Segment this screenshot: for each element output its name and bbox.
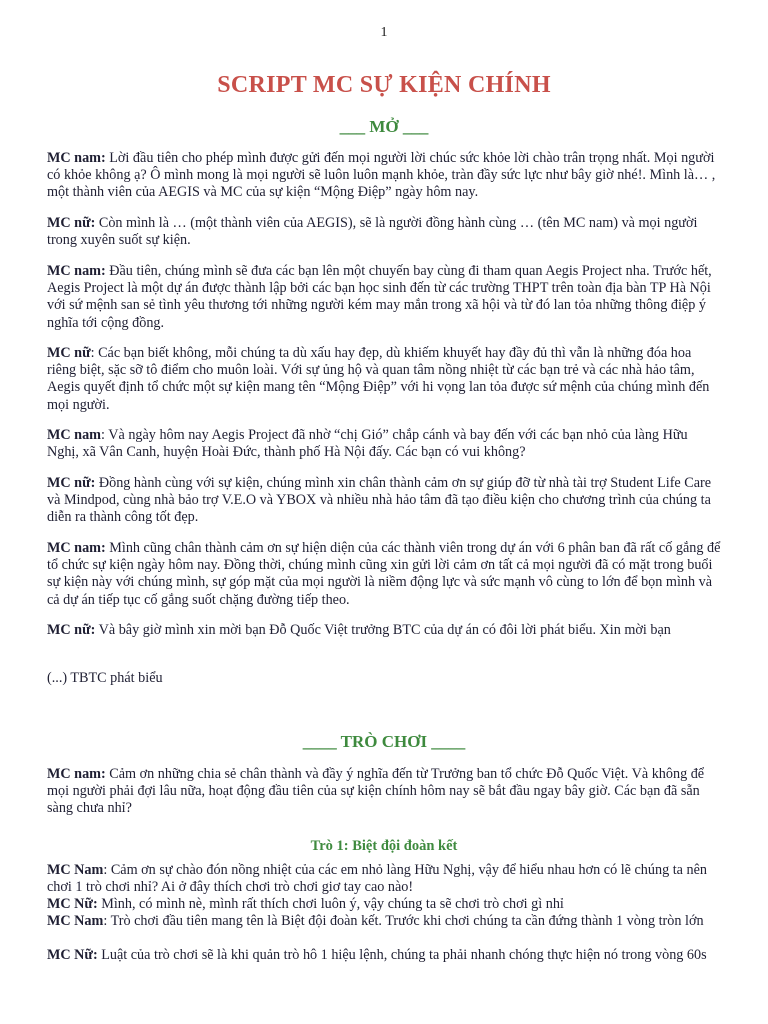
- paragraph-text: : Và ngày hôm nay Aegis Project đã nhờ “chị Gió” chắp cánh và bay đến với các bạn nhỏ của làng Hữu Nghị, xã Vân Canh, huyện Hoài Đức, thành phố Hà Nội đấy. Các bạn có vui không?: [47, 427, 688, 461]
- paragraph-text: Luật của trò chơi sẽ là khi quản trò hô 1 hiệu lệnh, chúng ta phải nhanh chóng thực hiện nó trong vòng 60s: [97, 947, 707, 963]
- paragraph: [47, 215, 723, 249]
- speaker-label: MC Nam: [47, 862, 104, 878]
- paragraph: [47, 862, 723, 896]
- paragraph-text: Cảm ơn những chia sẻ chân thành và đầy ý nghĩa đến từ Trưởng ban tổ chức Đỗ Quốc Việt. Và không để mọi người phải đợi lâu nữa, hoạt động đầu tiên của sự kiện chính hôm nay sẽ bắt đầu ngay bây giờ. Các bạn đã sẵn sàng chưa nhỉ?: [47, 766, 705, 817]
- paragraph-text: : Các bạn biết không, mỗi chúng ta dù xấu hay đẹp, dù khiếm khuyết hay đầy đủ thì vẫn là những đóa hoa riêng biệt, sặc sỡ tô điểm cho muôn loài. Với sự ủng hộ và quan tâm nồng nhiệt từ các bạn trẻ và các nhà hảo tâm, Aegis quyết định tổ chức một sự kiện mang tên “Mộng Điệp” với hi vọng lan tỏa được sứ mệnh của chúng mình đến mọi người.: [47, 345, 710, 413]
- paragraph-text: Đồng hành cùng với sự kiện, chúng mình xin chân thành cảm ơn sự giúp đỡ từ nhà tài trợ Student Life Care và Mindpod, cùng nhà bảo trợ V.E.O và YBOX và nhiều nhà hảo tâm đã tạo điều kiện cho chương trình của chúng ta diễn ra thành công tốt đẹp.: [47, 475, 712, 526]
- speaker-label: MC Nữ:: [47, 896, 98, 912]
- paragraph-text: Còn mình là … (một thành viên của AEGIS), sẽ là người đồng hành cùng … (tên MC nam) và mọi người trong xuyên suốt sự kiện.: [47, 215, 698, 249]
- speaker-label: MC Nữ:: [47, 947, 98, 963]
- paragraph-text: Mình cũng chân thành cảm ơn sự hiện diện của các thành viên trong dự án với 6 phân ban đã rất cố gắng để tổ chức sự kiện ngày hôm nay. Đồng thời, chúng mình cũng xin gửi lời cảm ơn tất cả mọi người đã có mặt trong buổi sự kiện này với chúng mình, sự góp mặt của mọi người là niềm động lực và sức mạnh vô cùng to lớn để bọn mình và cả dự án tiếp tục cố gắng suốt chặng đường tiếp theo.: [47, 540, 721, 608]
- paragraph-text: Lời đầu tiên cho phép mình được gửi đến mọi người lời chúc sức khỏe lời chào trân trọng nhất. Mọi người có khỏe không ạ? Ô mình mong là mọi người sẽ luôn luôn mạnh khỏe, tràn đầy sức lực như bây giờ nhé!. Mình là… , một thành viên của AEGIS và MC của sự kiện “Mộng Điệp” ngày hôm nay.: [47, 150, 716, 201]
- paragraph-text: : Trò chơi đầu tiên mang tên là Biệt đội đoàn kết. Trước khi chơi chúng ta cần đứng thành 1 vòng tròn lớn: [103, 913, 704, 929]
- paragraph: [47, 475, 723, 527]
- paragraph: [47, 622, 723, 639]
- speaker-label: MC nam:: [47, 540, 106, 556]
- section-heading-tro-choi: ____ TRÒ CHƠI ____: [302, 732, 466, 751]
- paragraph-text: Và bây giờ mình xin mời bạn Đỗ Quốc Việt trưởng BTC của dự án có đôi lời phát biểu. Xin mời bạn: [95, 622, 671, 638]
- paragraph: [47, 427, 723, 461]
- speaker-label: MC Nam: [47, 913, 104, 929]
- paragraph-text: Mình, có mình nè, mình rất thích chơi luôn ý, vậy chúng ta sẽ chơi trò chơi gì nhỉ: [97, 896, 564, 912]
- speaker-label: MC nữ:: [47, 622, 96, 638]
- page-number: 1: [380, 25, 388, 40]
- paragraph: [47, 540, 723, 609]
- paragraph: [47, 150, 723, 202]
- paragraph-text: : Cảm ơn sự chào đón nồng nhiệt của các em nhỏ làng Hữu Nghị, vậy để hiểu nhau hơn có lẽ chúng ta nên chơi 1 trò chơi nhỉ? Ai ở đây thích chơi trò chơi giơ tay cao nào!: [47, 862, 707, 896]
- speaker-label: MC nữ: [47, 345, 91, 361]
- document-title: SCRIPT MC SỰ KIỆN CHÍNH: [217, 72, 551, 98]
- section-heading-mo: ___ MỞ ___: [339, 117, 429, 136]
- paragraph: [47, 345, 723, 414]
- paragraph: [47, 896, 723, 913]
- speaker-label: MC nam: [47, 427, 101, 443]
- speaker-label: MC nữ:: [47, 215, 96, 231]
- paragraph: [47, 913, 723, 930]
- paragraph: [47, 263, 723, 332]
- speaker-label: MC nam:: [47, 766, 106, 782]
- speaker-label: MC nam:: [47, 150, 106, 166]
- paragraph: [47, 766, 723, 818]
- sub-heading-tro-1: Trò 1: Biệt đội đoàn kết: [310, 838, 458, 854]
- paragraph: [47, 947, 723, 964]
- paragraph-text: Đầu tiên, chúng mình sẽ đưa các bạn lên một chuyến bay cùng đi tham quan Aegis Project nha. Trước hết, Aegis Project là một dự án được thành lập bởi các bạn học sinh đến từ các trường THPT trên toàn địa bàn TP Hà Nội với sứ mệnh san sẻ tình yêu thương tới những người kém may mắn trong xã hội và từ đó lan tỏa những thông điệp ý nghĩa tới cộng đồng.: [47, 263, 712, 331]
- speaker-label: MC nam:: [47, 263, 106, 279]
- paragraph: [47, 670, 723, 687]
- speaker-label: MC nữ:: [47, 475, 96, 491]
- paragraph-text: (...) TBTC phát biểu: [47, 670, 163, 686]
